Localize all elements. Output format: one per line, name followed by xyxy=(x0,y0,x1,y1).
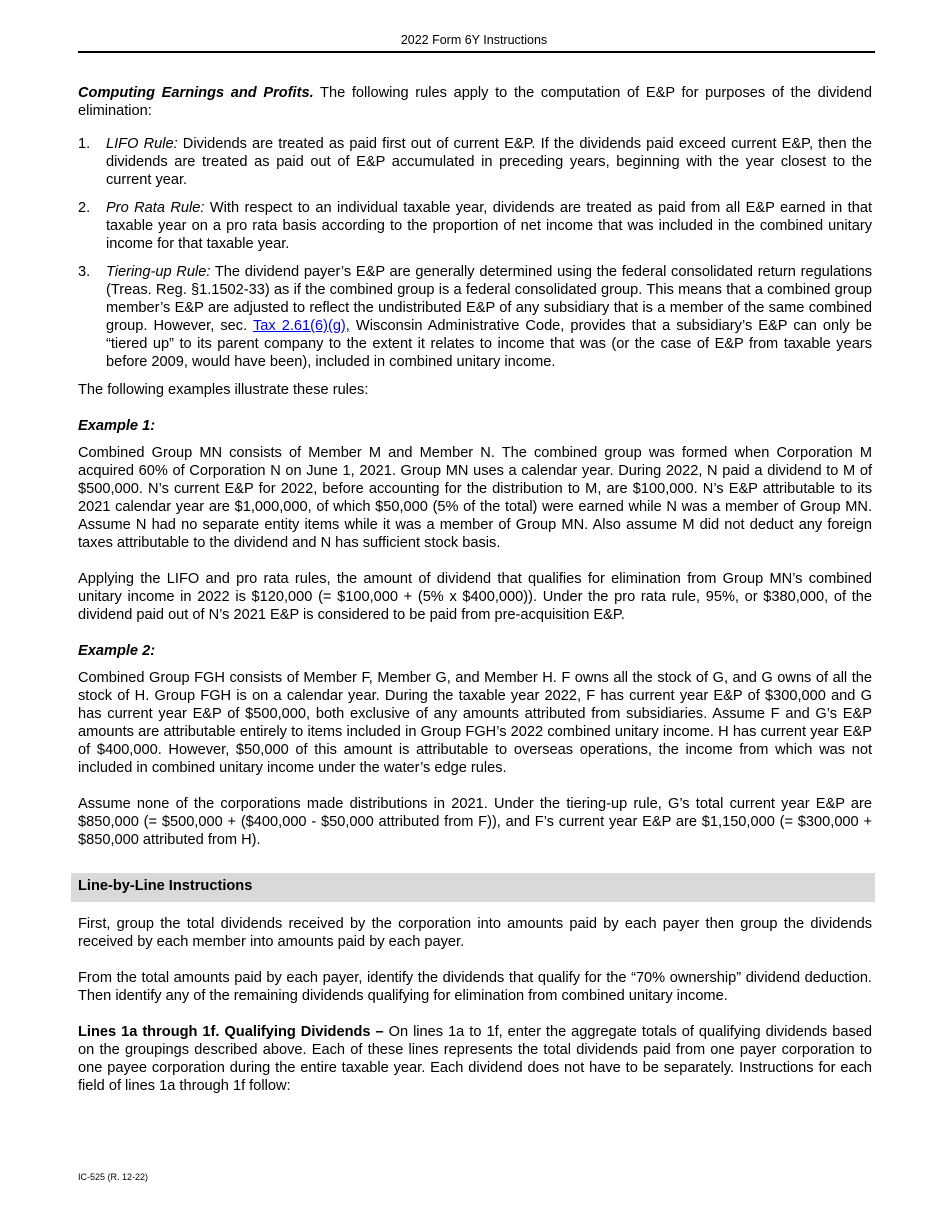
examples-intro: The following examples illustrate these rules: xyxy=(78,382,369,398)
rules-list xyxy=(78,135,872,371)
rule-name: Tiering-up Rule: xyxy=(106,264,211,280)
line-by-line-paragraph-1: First, group the total dividends received by the corporation into amounts paid by each payer then group the dividends received by each member into amounts paid by each payer. xyxy=(78,916,872,950)
rule-text: Dividends are treated as paid first out of current E&P. If the dividends paid exceed current E&P, then the dividends are treated as paid out of E&P accumulated in preceding years, beginning with the year closest to the current year. xyxy=(106,136,872,188)
qualifying-dividends-heading: Lines 1a through 1f. Qualifying Dividends – xyxy=(78,1024,384,1040)
computing-ep-paragraph xyxy=(78,84,872,120)
rule-number: 1. xyxy=(78,136,91,152)
computing-ep-heading: Computing Earnings and Profits. xyxy=(78,85,314,101)
rule-item-tiering-up xyxy=(78,263,872,371)
example-2-paragraph-1: Combined Group FGH consists of Member F, Member G, and Member H. F owns all the stock of G, and G owns of all the stock of H. Group FGH is on a calendar year. During the taxable year 2022, F has current year E&P of $300,000 and G has current year E&P of $500,000, both exclusive of any amounts attributed from subsidiaries. Assume F and G’s E&P amounts are attributable entirely to items included in Group FGH’s 2022 combined unitary income. H has current year E&P of $400,000. However, $50,000 of this amount is attributable to overseas operations, the income from which was not included in combined unitary income under the water’s edge rules. xyxy=(78,670,872,776)
rule-name: Pro Rata Rule: xyxy=(106,200,205,216)
rule-item-lifo xyxy=(78,135,872,189)
page-header-title: 2022 Form 6Y Instructions xyxy=(400,33,548,47)
example-1-paragraph-1: Combined Group MN consists of Member M and Member N. The combined group was formed when Corporation M acquired 60% of Corporation N on June 1, 2021. Group MN uses a calendar year. During 2022, N paid a dividend to M of $500,000. N’s current E&P for 2022, before accounting for the distribution to M, are $100,000. N’s E&P attributable to its 2021 calendar year are $1,000,000, of which $50,000 (5% of the total) were earned while N was a member of Group MN. Assume N had no separate entity items while it was a member of Group MN. Also assume M did not deduct any foreign taxes attributable to the dividend and N has sufficient stock basis. xyxy=(78,445,872,551)
example-1-heading: Example 1: xyxy=(78,418,156,434)
computing-ep-text: The following rules apply to the computation of E&P for purposes of the dividend elimination: xyxy=(78,85,872,119)
tax-code-link[interactable]: Tax 2.61(6)(g), xyxy=(252,318,350,334)
rule-item-pro-rata xyxy=(78,199,872,253)
qualifying-dividends-text: On lines 1a to 1f, enter the aggregate totals of qualifying dividends based on the groupings described above. Each of these lines represents the total dividends paid from one payer corporation to one payee corporation during the entire taxable year. Each dividend does not have to be separately. Instructions for each field of lines 1a through 1f follow: xyxy=(78,1024,872,1094)
example-1-paragraph-2: Applying the LIFO and pro rata rules, the amount of dividend that qualifies for elimination from Group MN’s combined unitary income in 2022 is $120,000 (= $100,000 + (5% x $400,000)). Under the pro rata rule, 95%, or $380,000, of the dividend paid out of N’s 2021 E&P is considered to be paid from pre-acquisition E&P. xyxy=(78,571,872,623)
rule-text: With respect to an individual taxable year, dividends are treated as paid from all E&P earned in that taxable year on a pro rata basis according to the proportion of net income that was included in the combined unitary income for that taxable year. xyxy=(106,200,873,252)
rule-text: Wisconsin Administrative Code, provides that a subsidiary’s E&P can only be “tiered up” to its parent company to the extent it relates to income that was (or the case of E&P from taxable years before 2009, would have been), included in combined unitary income. xyxy=(106,318,872,370)
line-by-line-section-heading: Line-by-Line Instructions xyxy=(71,873,875,902)
line-by-line-paragraph-2: From the total amounts paid by each payer, identify the dividends that qualify for the “70% ownership” dividend deduction. Then identify any of the remaining dividends qualifying for elimination from combined unitary income. xyxy=(78,970,872,1004)
page-content xyxy=(78,84,872,1095)
example-2-paragraph-2: Assume none of the corporations made distributions in 2021. Under the tiering-up rule, G’s total current year E&P are $850,000 (= $500,000 + ($400,000 - $50,000 attributed from F)), and F’s current year E&P are $1,150,000 (= $300,000 + $850,000 attributed from H). xyxy=(78,796,872,848)
rule-number: 2. xyxy=(78,200,91,216)
rule-number: 3. xyxy=(78,264,91,280)
qualifying-dividends-paragraph xyxy=(78,1023,872,1095)
header-rule xyxy=(78,51,875,53)
rule-text: The dividend payer’s E&P are generally determined using the federal consolidated return regulations (Treas. Reg. §1.1502-33) as if the combined group is a federal consolidated group. This means that a combined group member’s E&P are adjusted to reflect the undistributed E&P of any subsidiary that is a member of the same combined group. However, sec. xyxy=(106,264,872,334)
form-id-footer: IC-525 (R. 12-22) xyxy=(78,1172,149,1182)
rule-name: LIFO Rule: xyxy=(106,136,178,152)
example-2-heading: Example 2: xyxy=(78,643,156,659)
